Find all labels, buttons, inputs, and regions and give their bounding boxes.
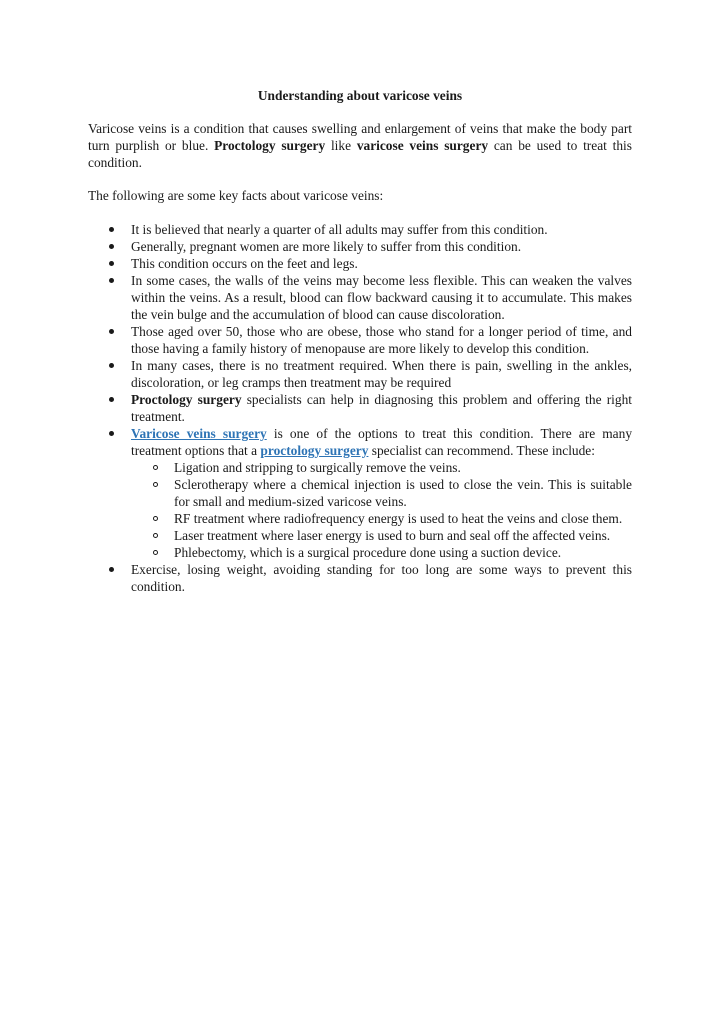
list-item-text: specialist can recommend. These include: bbox=[368, 443, 595, 458]
proctology-surgery-link[interactable]: proctology surgery bbox=[260, 443, 369, 458]
list-item-text: Exercise, losing weight, avoiding standing for too long are some ways to prevent this condition. bbox=[131, 562, 632, 594]
list-item bbox=[88, 323, 632, 357]
circle-bullet-icon bbox=[153, 533, 158, 538]
bullet-icon bbox=[109, 244, 114, 249]
circle-bullet-icon bbox=[153, 550, 158, 555]
list-item bbox=[88, 425, 632, 561]
bullet-icon bbox=[109, 329, 114, 334]
document-body bbox=[88, 87, 632, 595]
bullet-icon bbox=[109, 363, 114, 368]
key-facts-list bbox=[88, 221, 632, 595]
sub-list-item-text: Sclerotherapy where a chemical injection is used to close the vein. This is suitable for small and medium-sized varicose veins. bbox=[174, 477, 632, 509]
list-item-text: specialists can help in diagnosing this problem and offering the right treatment. bbox=[131, 392, 632, 424]
circle-bullet-icon bbox=[153, 465, 158, 470]
list-item bbox=[88, 391, 632, 425]
sub-list-item bbox=[131, 544, 632, 561]
bullet-icon bbox=[109, 397, 114, 402]
intro-bold-proctology: Proctology surgery bbox=[214, 138, 326, 153]
circle-bullet-icon bbox=[153, 482, 158, 487]
treatment-options-list bbox=[131, 459, 632, 561]
sub-list-item bbox=[131, 476, 632, 510]
sub-list-item-text: Laser treatment where laser energy is used to burn and seal off the affected veins. bbox=[174, 528, 611, 543]
list-item bbox=[88, 561, 632, 595]
list-item-text: In many cases, there is no treatment required. When there is pain, swelling in the ankles, discoloration, or leg cramps then treatment may be required bbox=[131, 358, 632, 390]
sub-list-item-text: Phlebectomy, which is a surgical procedure done using a suction device. bbox=[174, 545, 562, 560]
circle-bullet-icon bbox=[153, 516, 158, 521]
list-item-text: Those aged over 50, those who are obese, those who stand for a longer period of time, and those having a family history of menopause are more likely to develop this condition. bbox=[131, 324, 632, 356]
intro-bold-varicose: varicose veins surgery bbox=[356, 138, 489, 153]
list-item bbox=[88, 238, 632, 255]
varicose-veins-surgery-link[interactable]: Varicose veins surgery bbox=[131, 426, 267, 441]
bullet-icon bbox=[109, 261, 114, 266]
list-item bbox=[88, 357, 632, 391]
proctology-bold-text: Proctology surgery bbox=[131, 392, 242, 407]
intro-text: can be used to treat this condition. bbox=[88, 138, 632, 170]
bullet-icon bbox=[109, 567, 114, 572]
list-item bbox=[88, 221, 632, 238]
sub-list-item bbox=[131, 459, 632, 476]
bullet-icon bbox=[109, 227, 114, 232]
list-item bbox=[88, 255, 632, 272]
sub-list-item-text: RF treatment where radiofrequency energy is used to heat the veins and close them. bbox=[174, 511, 623, 526]
page-title: Understanding about varicose veins bbox=[257, 88, 463, 103]
list-item-text: This condition occurs on the feet and legs. bbox=[131, 256, 358, 271]
list-item-text: is one of the options to treat this condition. There are many treatment options that a bbox=[131, 426, 633, 458]
sub-list-item-text: Ligation and stripping to surgically remove the veins. bbox=[174, 460, 461, 475]
list-item bbox=[88, 272, 632, 323]
bullet-icon bbox=[109, 431, 114, 436]
list-item-text: Generally, pregnant women are more likely to suffer from this condition. bbox=[131, 239, 522, 254]
sub-list-item bbox=[131, 510, 632, 527]
intro-text: like bbox=[325, 138, 357, 153]
bullet-icon bbox=[109, 278, 114, 283]
sub-list-item bbox=[131, 527, 632, 544]
list-item-text: In some cases, the walls of the veins may become less flexible. This can weaken the valves within the veins. As a result, blood can flow backward causing it to accumulate. This makes the vein bulge and the accumulation of blood can cause discoloration. bbox=[131, 273, 632, 322]
list-item-text: It is believed that nearly a quarter of all adults may suffer from this condition. bbox=[131, 222, 548, 237]
intro-text: Varicose veins is a condition that causes swelling and enlargement of veins that make the body part turn purplish or blue. bbox=[88, 121, 632, 153]
lead-in-paragraph: The following are some key facts about varicose veins: bbox=[88, 188, 384, 203]
intro-paragraph bbox=[88, 120, 632, 171]
